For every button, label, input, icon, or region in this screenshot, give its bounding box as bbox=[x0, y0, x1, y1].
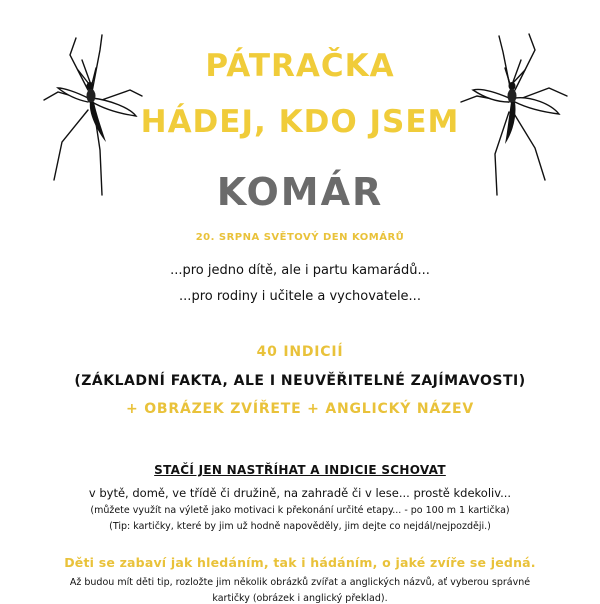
audience-line-2: ...pro rodiny i učitele a vychovatele... bbox=[179, 289, 421, 304]
audience-line-1: ...pro jedno dítě, ale i partu kamarádů... bbox=[170, 263, 430, 278]
title-hadej: HÁDEJ, KDO JSEM bbox=[140, 104, 460, 140]
animal-name: KOMÁR bbox=[216, 170, 384, 214]
fun-tip-line-2: kartičky (obrázek i anglický překlad). bbox=[212, 593, 388, 604]
instructions-title: STAČÍ JEN NASTŘÍHAT A INDICIE SCHOVAT bbox=[154, 463, 446, 477]
instructions-where: v bytě, domě, ve třídě či družině, na zahradě či v lese... prostě kdekoliv... bbox=[88, 486, 512, 500]
instructions-tip: (Tip: kartičky, které by jim už hodně napověděly, jim dejte co nejdál/nejpozději.) bbox=[109, 521, 491, 532]
fun-headline: Děti se zabaví jak hledáním, tak i hádáním, o jaké zvíře se jedná. bbox=[64, 555, 536, 570]
clue-facts: (ZÁKLADNÍ FAKTA, ALE I NEUVĚŘITELNÉ ZAJÍMAVOSTI) bbox=[74, 373, 526, 389]
title-patracka: PÁTRAČKA bbox=[205, 48, 395, 84]
clue-extras: + OBRÁZEK ZVÍŘETE + ANGLICKÝ NÁZEV bbox=[126, 401, 474, 417]
instructions-trip: (můžete využít na výletě jako motivaci k překonání určité etapy... - po 100 m 1 kartička) bbox=[90, 505, 510, 516]
clue-count: 40 INDICIÍ bbox=[256, 344, 344, 360]
fun-tip-line-1: Až budou mít děti tip, rozložte jim několik obrázků zvířat a anglických názvů, ať vyberou správné bbox=[69, 577, 531, 588]
world-mosquito-day: 20. SRPNA SVĚTOVÝ DEN KOMÁRŮ bbox=[195, 232, 405, 243]
